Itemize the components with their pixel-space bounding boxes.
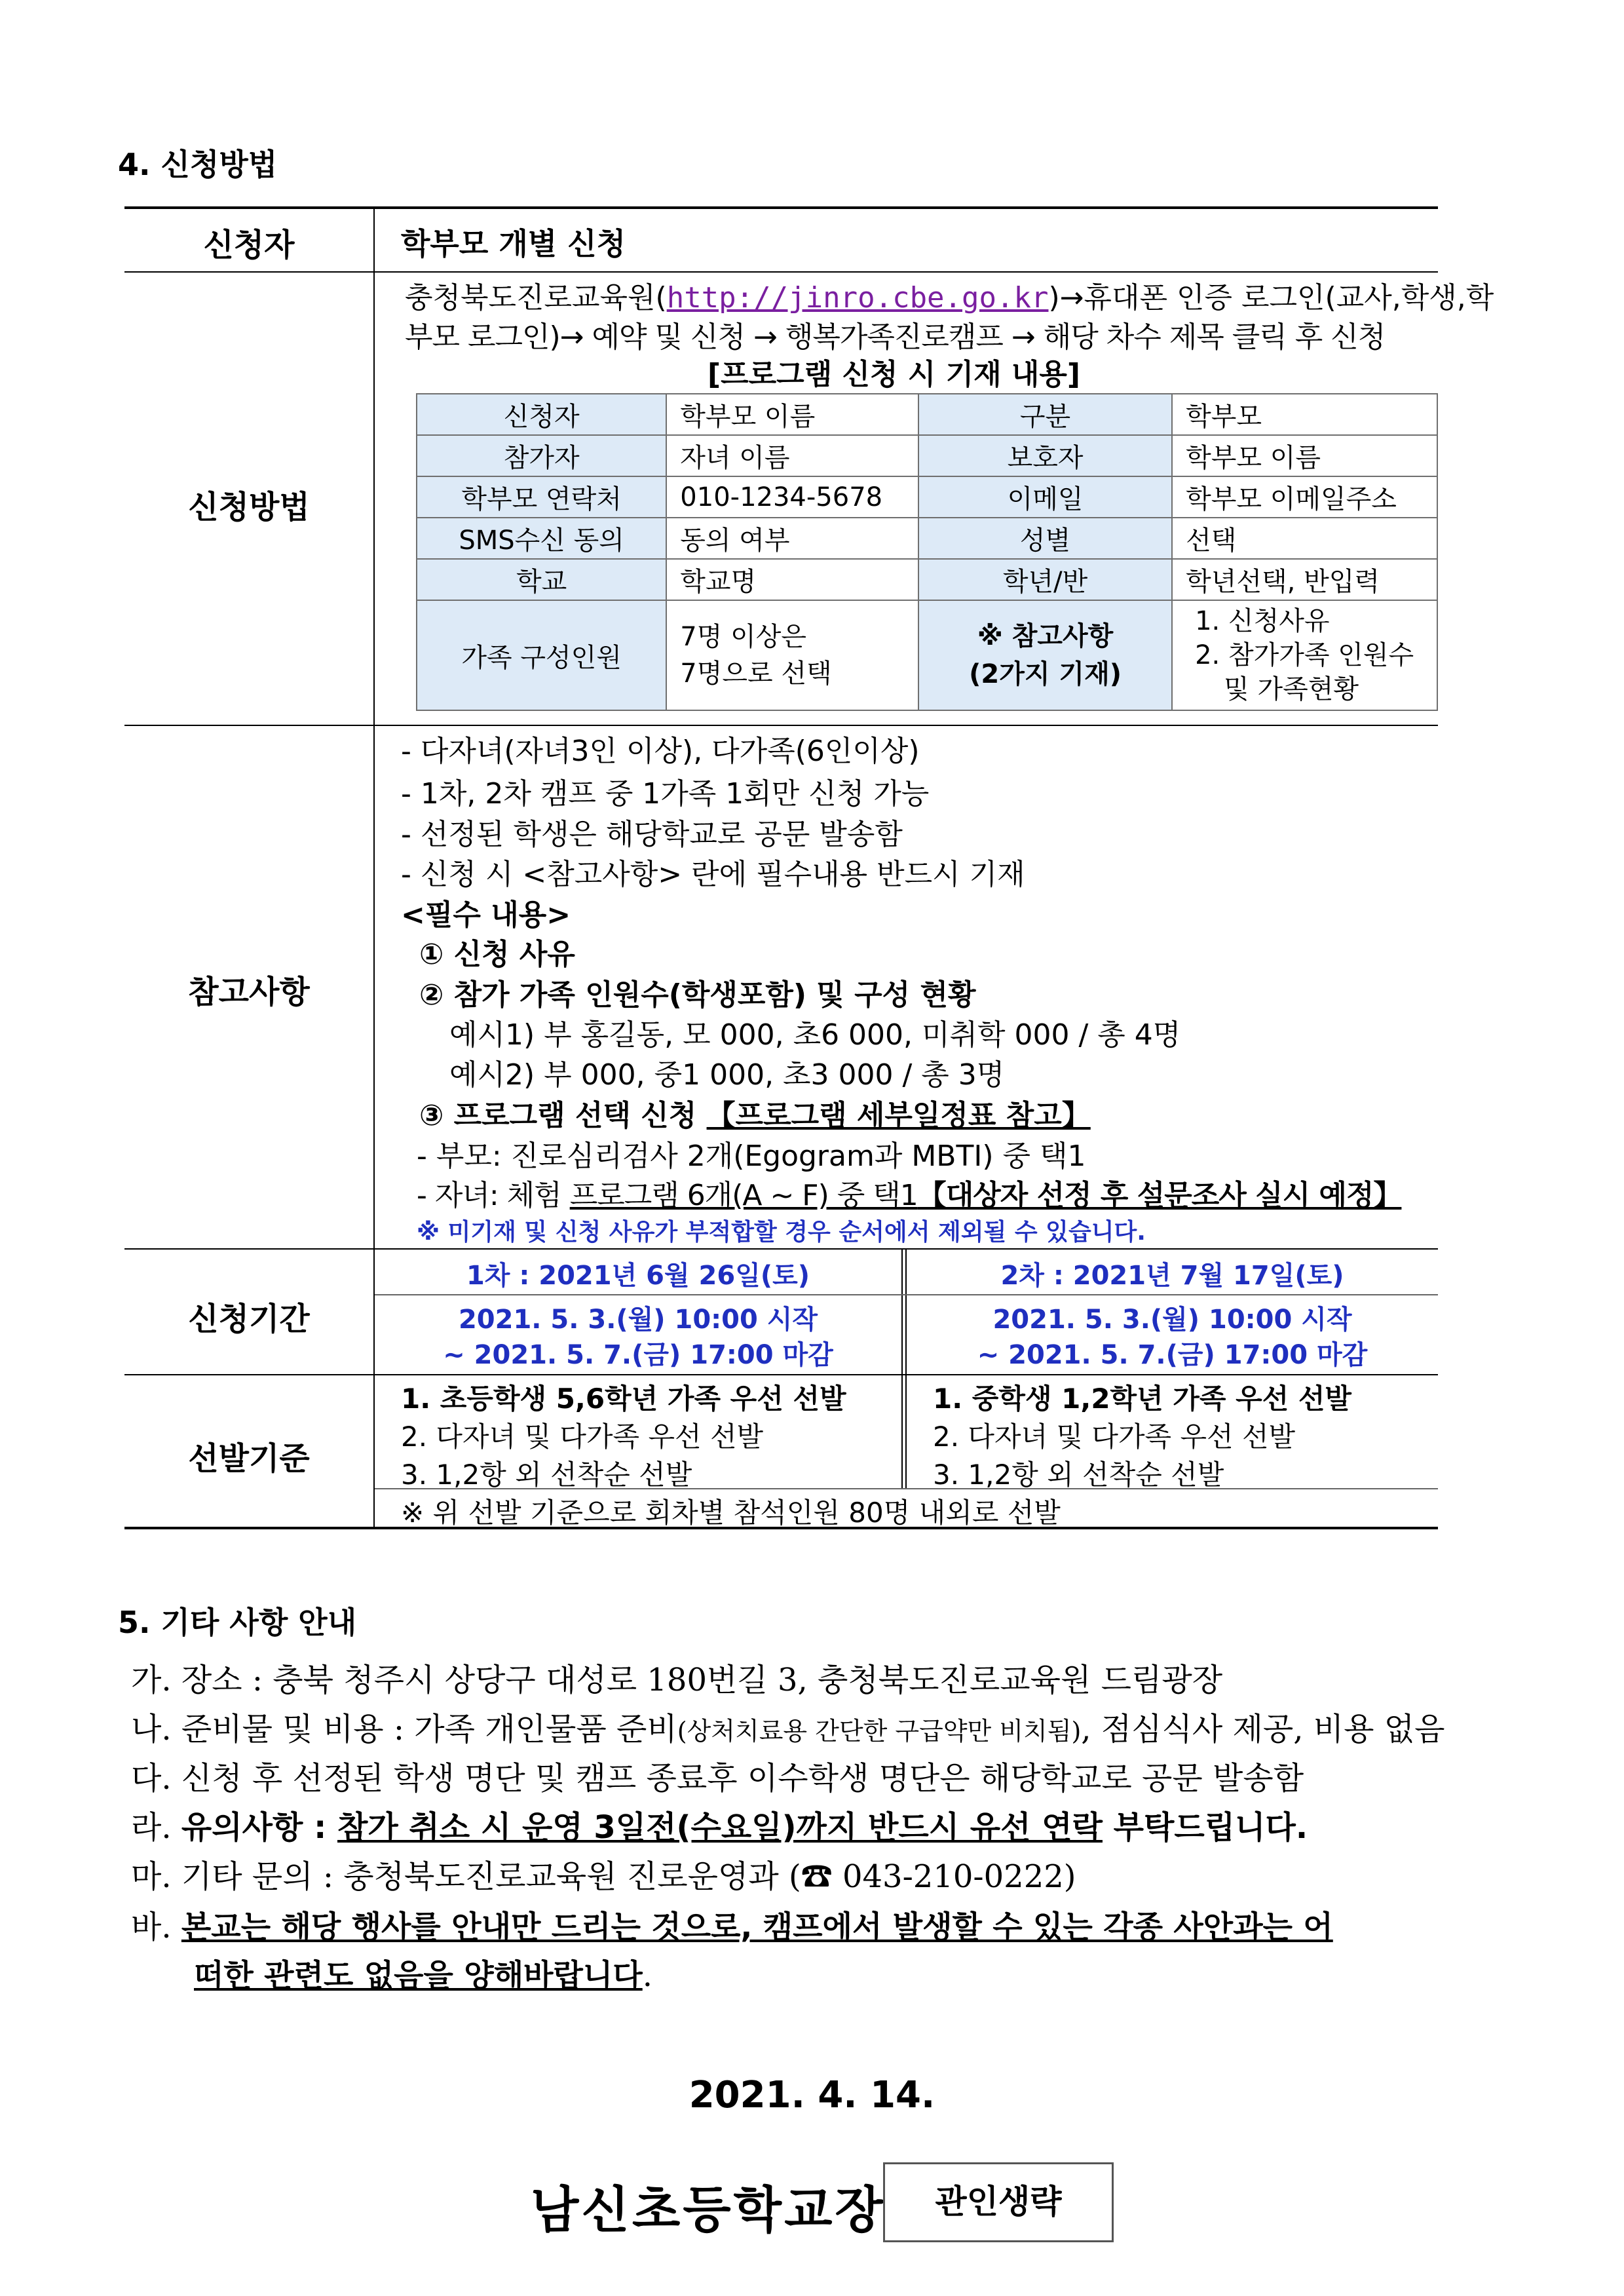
form-cell-header: 학년/반 <box>918 559 1172 600</box>
form-cell-value: 010-1234-5678 <box>666 476 918 518</box>
form-cell-header: 학부모 연락처 <box>417 476 666 518</box>
round1-start: 2021. 5. 3.(월) 10:00 시작 <box>458 1305 818 1335</box>
method-line1: 충청북도진로교육원(http://jinro.cbe.go.kr)→휴대폰 인증 로그인(교사,학생,학 <box>405 281 1494 315</box>
selection-right-1: 1. 중학생 1,2학년 가족 우선 선발 <box>933 1383 1351 1415</box>
form-cell-value: 학부모 이름 <box>1172 435 1437 476</box>
required-item-reason: ① 신청 사유 <box>419 938 575 971</box>
round1-end: ~ 2021. 5. 7.(금) 17:00 마감 <box>443 1340 833 1370</box>
table-row-divider <box>124 1374 1438 1375</box>
selection-left-1: 1. 초등학생 5,6학년 가족 우선 선발 <box>401 1383 846 1415</box>
table-row <box>417 394 1437 435</box>
form-title: [프로그램 신청 시 기재 내용] <box>708 358 1081 391</box>
info-contact: 마. 기타 문의 : 충청북도진로교육원 진로운영과 (☎ 043-210-0222) <box>131 1858 1076 1895</box>
form-cell-value: 학부모 <box>1172 394 1437 435</box>
period-inner-rule <box>375 1294 1438 1295</box>
table-row-divider <box>124 271 1438 273</box>
row-label-applicant: 신청자 <box>203 227 295 263</box>
form-cell-header: 학교 <box>417 559 666 600</box>
example-2: 예시2) 부 000, 중1 000, 초3 000 / 총 3명 <box>449 1058 1005 1092</box>
info-caution: 라. 유의사항 : 참가 취소 시 운영 3일전(수요일)까지 반드시 유선 연락 부탁드립니다. <box>131 1809 1308 1846</box>
required-item-family: ② 참가 가족 인원수(학생포함) 및 구성 현황 <box>419 978 976 1012</box>
table-row <box>417 559 1437 600</box>
form-cell-header: ※ 참고사항 (2가지 기재) <box>918 600 1172 710</box>
round2-title: 2차 : 2021년 7월 17일(토) <box>1000 1261 1344 1291</box>
principal-name: 남신초등학교장 <box>531 2181 886 2239</box>
table-row <box>417 600 1437 710</box>
form-cell-value: 학년선택, 반입력 <box>1172 559 1437 600</box>
example-1: 예시1) 부 홍길동, 모 000, 초6 000, 미취학 000 / 총 4명 <box>449 1018 1181 1052</box>
form-cell-value: 7명 이상은 7명으로 선택 <box>666 600 918 710</box>
selection-left-3: 3. 1,2항 외 선착순 선발 <box>401 1459 692 1491</box>
form-cell-header: 신청자 <box>417 394 666 435</box>
selection-column-divider <box>905 1375 907 1488</box>
form-cell-value: 선택 <box>1172 518 1437 559</box>
form-cell-header: 이메일 <box>918 476 1172 518</box>
form-cell-header: 구분 <box>918 394 1172 435</box>
section4-title: 4. 신청방법 <box>118 147 278 182</box>
warning-note: ※ 미기재 및 신청 사유가 부적합할 경우 순서에서 제외될 수 있습니다. <box>417 1219 1146 1246</box>
jinro-website-link[interactable]: http://jinro.cbe.go.kr <box>666 281 1049 315</box>
round2-end: ~ 2021. 5. 7.(금) 17:00 마감 <box>977 1340 1368 1370</box>
section5-title: 5. 기타 사항 안내 <box>118 1605 357 1640</box>
form-cell-value: 학부모 이메일주소 <box>1172 476 1437 518</box>
notes-line: - 1차, 2차 캠프 중 1가족 1회만 신청 가능 <box>401 777 930 811</box>
selection-footnote: ※ 위 선발 기준으로 회차별 참석인원 80명 내외로 선발 <box>401 1497 1061 1529</box>
row-label-selection: 선발기준 <box>188 1440 310 1477</box>
round1-title: 1차 : 2021년 6월 26일(토) <box>466 1261 810 1291</box>
round2-start: 2021. 5. 3.(월) 10:00 시작 <box>992 1305 1352 1335</box>
document-date: 2021. 4. 14. <box>689 2074 935 2116</box>
row-label-notes: 참고사항 <box>188 974 310 1010</box>
info-location: 가. 장소 : 충북 청주시 상당구 대성로 180번길 3, 충청북도진로교육원 드림광장 <box>131 1662 1223 1698</box>
form-cell-header: 성별 <box>918 518 1172 559</box>
info-disclaimer-cont: 떠한 관련도 없음을 양해바랍니다. <box>194 1957 652 1994</box>
seal-omitted-box: 관인생략 <box>883 2162 1114 2242</box>
row-label-period: 신청기간 <box>188 1301 310 1337</box>
form-cell-value: 동의 여부 <box>666 518 918 559</box>
notes-line: - 선정된 학생은 해당학교로 공문 발송함 <box>401 818 903 851</box>
selection-right-3: 3. 1,2항 외 선착순 선발 <box>933 1459 1224 1491</box>
applicant-value: 학부모 개별 신청 <box>401 226 626 261</box>
table-row <box>417 435 1437 476</box>
form-cell-header: 가족 구성인원 <box>417 600 666 710</box>
form-cell-header: SMS수신 동의 <box>417 518 666 559</box>
table-row <box>417 518 1437 559</box>
form-cell-value: 자녀 이름 <box>666 435 918 476</box>
form-cell-header: 참가자 <box>417 435 666 476</box>
table-row-divider <box>124 725 1438 726</box>
selection-right-2: 2. 다자녀 및 다가족 우선 선발 <box>933 1421 1296 1453</box>
table-row <box>417 476 1437 518</box>
info-disclaimer: 바. 본교는 해당 행사를 안내만 드리는 것으로, 캠프에서 발생할 수 있는 각종 사안과는 어 <box>131 1909 1333 1945</box>
selection-column-divider <box>901 1375 903 1488</box>
notes-line: - 신청 시 <참고사항> 란에 필수내용 반드시 기재 <box>401 858 1025 891</box>
parent-program: - 부모: 진로심리검사 2개(Egogram과 MBTI) 중 택1 <box>417 1139 1086 1173</box>
form-cell-value: 학교명 <box>666 559 918 600</box>
form-cell-value: 1. 신청사유 2. 참가가족 인원수 및 가족현황 <box>1172 600 1437 710</box>
selection-left-2: 2. 다자녀 및 다가족 우선 선발 <box>401 1421 764 1453</box>
required-item-program: ③ 프로그램 선택 신청 【프로그램 세부일정표 참고】 <box>419 1099 1091 1132</box>
row-label-method: 신청방법 <box>188 489 310 526</box>
period-column-divider <box>901 1250 903 1374</box>
notes-line: - 다자녀(자녀3인 이상), 다가족(6인이상) <box>401 735 920 768</box>
table-top-rule <box>124 206 1438 209</box>
method-line2: 부모 로그인)→ 예약 및 신청 → 행복가족진로캠프 → 해당 차수 제목 클릭 후 신청 <box>405 320 1386 354</box>
application-form-table <box>416 393 1438 711</box>
form-cell-header: 보호자 <box>918 435 1172 476</box>
child-program: - 자녀: 체험 프로그램 6개(A ~ F) 중 택1【대상자 선정 후 설문조사 실시 예정】 <box>417 1179 1402 1212</box>
form-cell-value: 학부모 이름 <box>666 394 918 435</box>
table-row-divider <box>124 1248 1438 1250</box>
info-supplies: 나. 준비물 및 비용 : 가족 개인물품 준비(상처치료용 간단한 구급약만 비치됨), 점심식사 제공, 비용 없음 <box>131 1711 1445 1748</box>
info-notice: 다. 신청 후 선정된 학생 명단 및 캠프 종료후 이수학생 명단은 해당학교로 공문 발송함 <box>131 1760 1304 1797</box>
required-title: <필수 내용> <box>401 898 571 932</box>
